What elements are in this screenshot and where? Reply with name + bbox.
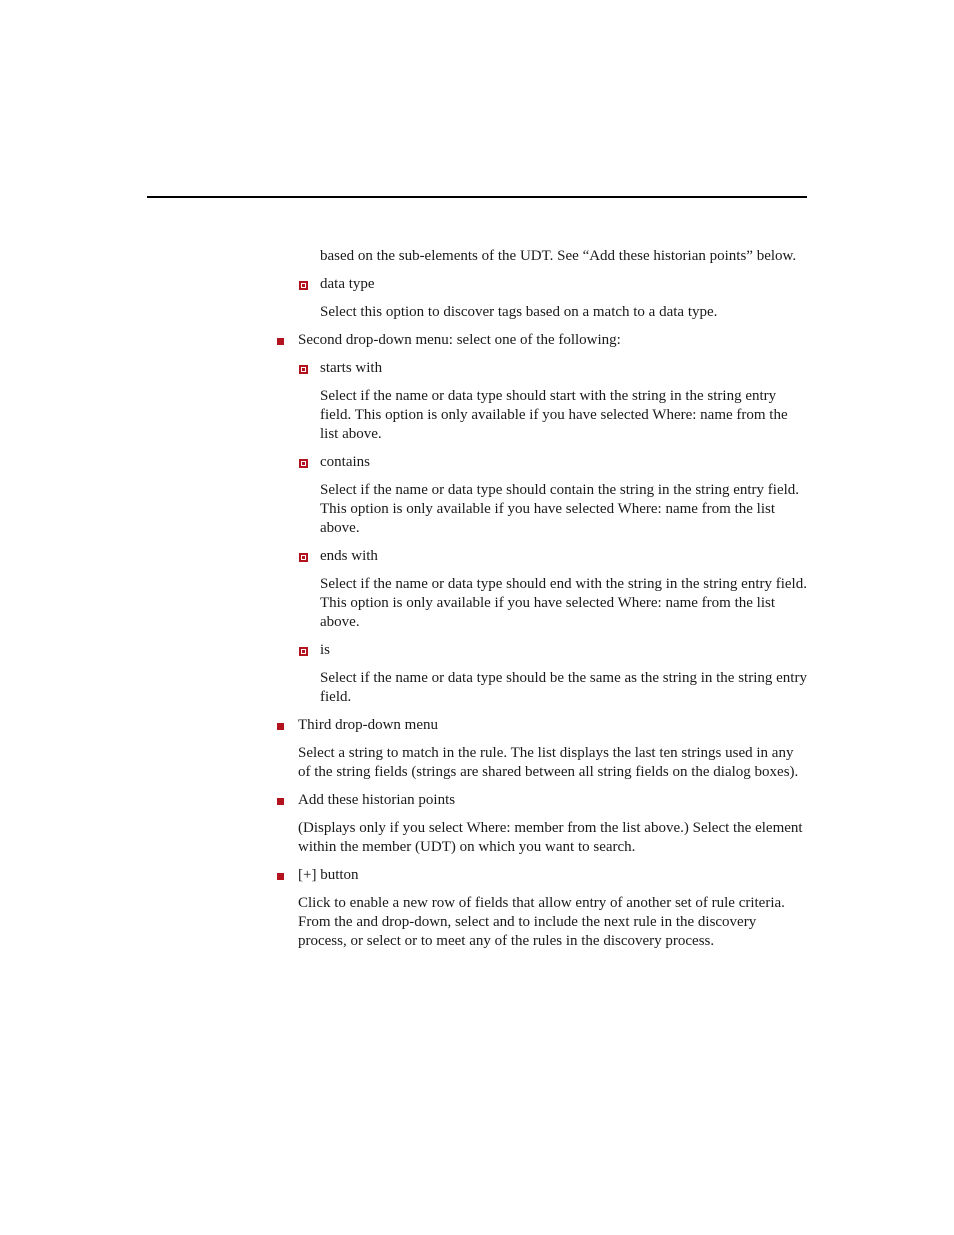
option-description: Select if the name or data type should be the same as the string in the string entry field.: [320, 670, 807, 705]
filled-square-bullet-icon: [277, 798, 284, 805]
option-label: data type: [320, 276, 375, 292]
option-description: Select if the name or data type should end with the string in the string entry field. This option is only available if you have selected Where: name from the list above.: [320, 576, 807, 630]
continuation-text: based on the sub-elements of the UDT. See “Add these historian points” below.: [320, 248, 797, 264]
square-bullet-icon: [299, 459, 308, 468]
filled-square-bullet-icon: [277, 873, 284, 880]
item-description: Select a string to match in the rule. The list displays the last ten strings used in any of the string fields (strings are shared between all string fields on the dialog boxes).: [298, 745, 799, 780]
option-label: ends with: [320, 548, 378, 564]
option-description: Select if the name or data type should contain the string in the string entry field. This option is only available if you have selected Where: name from the list above.: [320, 482, 800, 536]
item-label: Third drop-down menu: [298, 717, 438, 733]
list-item-starts-with: [0, 359, 954, 378]
list-item-plus-button: [0, 866, 954, 885]
item-label: Add these historian points: [298, 792, 456, 808]
list-item-add-points: [0, 791, 954, 810]
filled-square-bullet-icon: [277, 338, 284, 345]
square-bullet-icon: [299, 553, 308, 562]
option-label: is: [320, 642, 331, 658]
list-item-contains: [0, 453, 954, 472]
square-bullet-icon: [299, 647, 308, 656]
item-label: [+] button: [298, 867, 359, 883]
filled-square-bullet-icon: [277, 723, 284, 730]
list-item-ends-with: [0, 547, 954, 566]
item-description: (Displays only if you select Where: member from the list above.) Select the element within the member (UDT) on which you want to search.: [298, 820, 803, 855]
square-bullet-icon: [299, 365, 308, 374]
square-bullet-icon: [299, 281, 308, 290]
item-label: Second drop-down menu: select one of the following:: [298, 332, 621, 348]
option-label: starts with: [320, 360, 383, 376]
option-description: Select if the name or data type should start with the string in the string entry field. This option is only available if you have selected Where: name from the list above.: [320, 388, 788, 442]
list-item-third-menu: [0, 716, 954, 735]
option-label: contains: [320, 454, 370, 470]
item-description: Click to enable a new row of fields that allow entry of another set of rule criteria. From the and drop-down, select and to include the next rule in the discovery process, or select or to meet any of the rules in the discovery process.: [298, 895, 785, 949]
list-item-data-type: [0, 275, 954, 294]
list-item-second-menu: [0, 331, 954, 350]
list-item-is: [0, 641, 954, 660]
header-rule: [147, 196, 807, 198]
option-description: Select this option to discover tags based on a match to a data type.: [320, 304, 718, 320]
document-body: [0, 247, 954, 951]
